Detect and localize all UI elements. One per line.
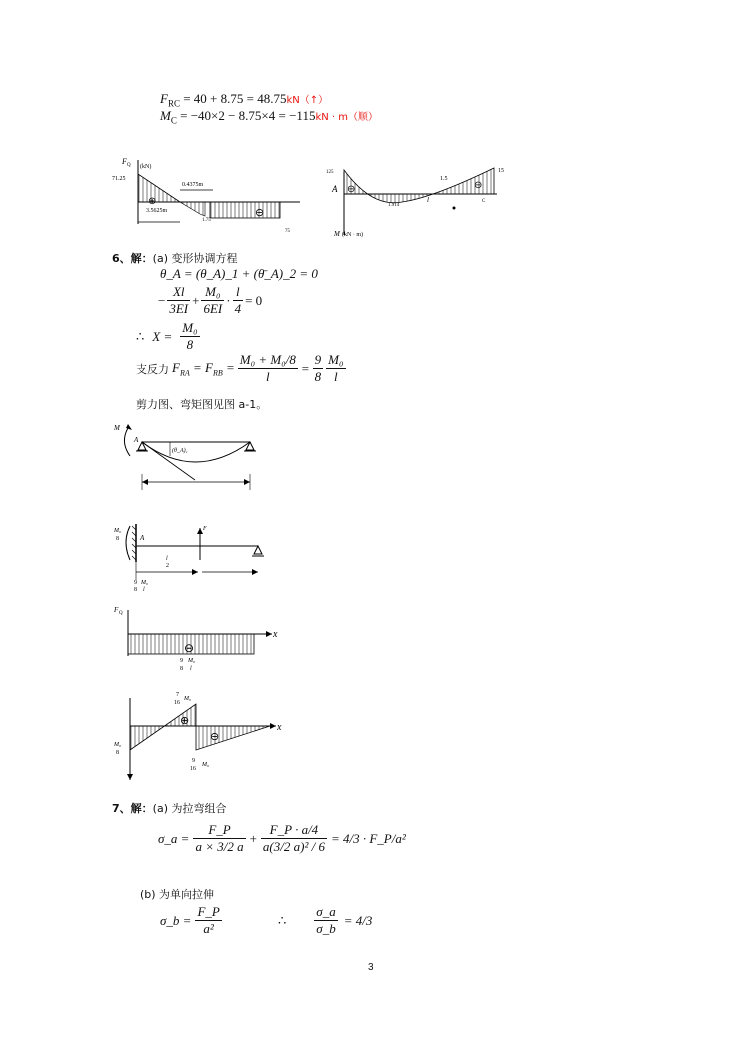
svg-text:1.5: 1.5	[440, 176, 448, 182]
compat-eq-2: − $\frac{Xl}{3EI}$ + $\frac{\text{M₀}}{6EI}$ · $\frac{l}{4}$ = 0	[158, 284, 263, 316]
svg-text:1.75: 1.75	[202, 218, 211, 223]
svg-text:M₀: M₀	[114, 528, 122, 534]
minus-sign: ⊖	[184, 641, 195, 655]
svg-text:M: M	[334, 230, 340, 238]
section-7b-heading: (b) 为单向拉伸	[140, 888, 215, 901]
section-6-heading: 6、解：(a) 变形协调方程	[112, 252, 238, 265]
plus-sign: ⊕	[180, 715, 190, 727]
page-number: 3	[368, 962, 374, 973]
svg-text:7: 7	[176, 692, 179, 698]
sigma-b-equation: σ_b = $\frac{F\_P}{\text{a²}}$	[160, 904, 220, 936]
minus-sign: ⊖	[255, 207, 265, 219]
minus-sign: ⊖	[347, 184, 356, 195]
shear-diagram-1	[110, 152, 310, 234]
svg-text:15: 15	[498, 168, 504, 174]
moment-diagram-1	[322, 160, 512, 240]
svg-text:M₀: M₀	[114, 742, 122, 748]
svg-text:F: F	[122, 157, 127, 166]
svg-text:F: F	[114, 606, 119, 614]
svg-text:3.5625m: 3.5625m	[146, 208, 168, 214]
mc-unit: kN · m（顺）	[315, 112, 379, 123]
svg-text:Q: Q	[119, 611, 123, 616]
x-result: ∴ X = $\frac{\text{M₀}}{8}$	[136, 320, 198, 352]
svg-text:8: 8	[180, 666, 183, 672]
svg-text:9: 9	[134, 580, 137, 586]
compat-eq-1: θ_A = (θ_A)_1 + (θ̄_A)_2 = 0	[160, 266, 318, 281]
svg-text:8: 8	[134, 587, 137, 593]
minus-sign-2: ⊖	[474, 180, 483, 191]
plus-sign: ⊕	[148, 196, 157, 207]
svg-text:0.4375m: 0.4375m	[182, 182, 204, 188]
svg-text:9: 9	[180, 658, 183, 664]
svg-text:F: F	[203, 526, 207, 532]
svg-text:M: M	[114, 424, 120, 432]
svg-text:l: l	[166, 556, 168, 562]
frc-equation: $F_{RC} = 40 + 8.75$ = 48.75kN（↑）	[160, 91, 329, 109]
mc-equation: $M_C = -40\times 2 - 8.75\times 4 = -115kN \cdot m$（顺）	[160, 108, 379, 126]
svg-text:A: A	[134, 436, 139, 444]
svg-text:125: 125	[326, 170, 334, 175]
svg-text:8: 8	[116, 536, 119, 542]
svg-text:(kN · m): (kN · m)	[342, 232, 363, 238]
svg-text:C: C	[482, 199, 486, 204]
beam-diagram-2	[110, 520, 280, 595]
svg-text:(kN): (kN)	[140, 164, 152, 170]
svg-text:1.914: 1.914	[388, 203, 400, 208]
svg-text:M₀: M₀	[141, 580, 149, 586]
svg-text:Q: Q	[127, 163, 131, 168]
section-7-heading: 7、解：(a) 为拉弯组合	[112, 802, 227, 815]
reaction-eq: 支反力 $F_{RA} = F_{RB}$ = $\frac{\text{M₀ + M₀/8}}{l}$ = $\frac{9}{8}$ $\frac{\text{M₀}}{l}$	[136, 352, 344, 384]
figure-note: 剪力图、弯矩图见图 a-1。	[136, 398, 268, 411]
moment-diagram-2	[110, 688, 290, 788]
svg-text:9: 9	[192, 758, 195, 764]
minus-sign: ⊖	[210, 731, 220, 743]
shear-diagram-2	[110, 600, 290, 680]
svg-text:71.25: 71.25	[112, 176, 126, 182]
ratio-equation: ∴ $\frac{\sigma\_a}{\sigma\_b}$ = 4/3	[278, 904, 373, 936]
svg-text:A: A	[140, 534, 145, 542]
svg-text:75: 75	[285, 229, 290, 234]
svg-text:(θ_A)₁: (θ_A)₁	[172, 448, 188, 454]
svg-text:M₀: M₀	[188, 658, 196, 664]
frc-unit: kN（↑）	[286, 95, 329, 106]
svg-text:l: l	[427, 196, 429, 204]
svg-text:16: 16	[190, 766, 196, 772]
svg-text:x: x	[273, 629, 278, 640]
svg-text:l: l	[143, 587, 145, 593]
svg-text:2: 2	[166, 563, 169, 569]
svg-text:x: x	[277, 722, 282, 733]
sigma-a-equation: σ_a = $\frac{F\_P}{a \times 3/2 a}$ + $\frac{F\_P \cdot a/4}{\text{a(3/2 a)² / 6}}$ = 4/3 · F_P/a²	[158, 822, 406, 854]
svg-text:A: A	[332, 184, 338, 194]
svg-text:M₀: M₀	[202, 762, 210, 768]
svg-text:l: l	[190, 666, 192, 672]
svg-text:M₀: M₀	[184, 696, 192, 702]
svg-text:8: 8	[116, 750, 119, 756]
svg-text:16: 16	[174, 700, 180, 706]
beam-diagram-1	[110, 420, 270, 495]
